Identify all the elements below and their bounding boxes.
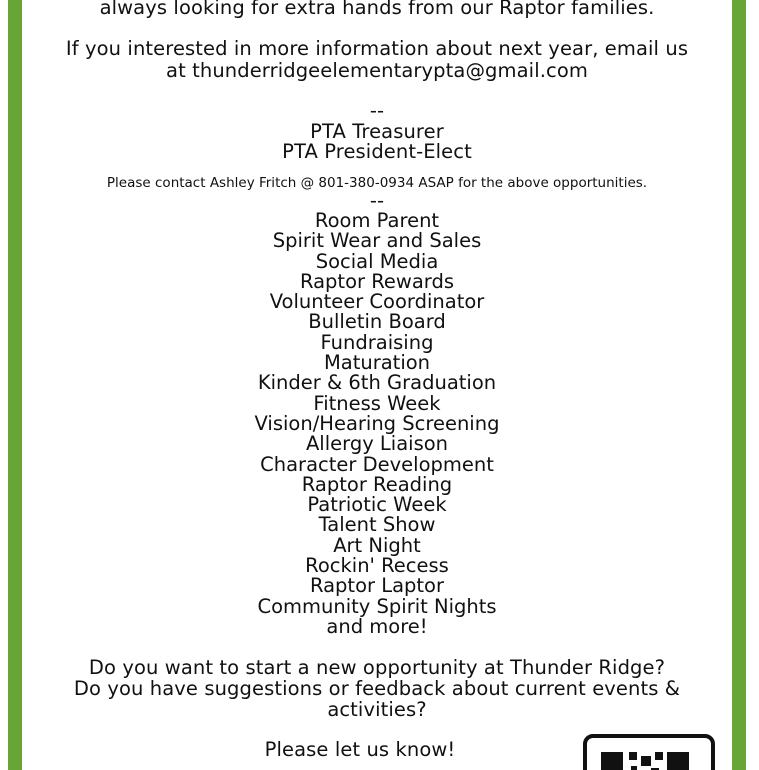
role-item: Room Parent	[314, 209, 440, 232]
role-item: Volunteer Coordinator	[269, 290, 485, 314]
role-item: Bulletin Board	[308, 310, 446, 334]
intro-line-email: at thunderridgeelementarypta@gmail.com	[166, 59, 588, 82]
closing-line-3: activities?	[327, 698, 427, 721]
separator-top: --	[369, 99, 385, 122]
closing-line-1: Do you want to start a new opportunity at Thunder Ridge?	[88, 656, 666, 679]
flyer-page	[22, 0, 732, 770]
role-item: Vision/Hearing Screening	[254, 411, 500, 435]
intro-line-1: always looking for extra hands from our Raptor families.	[99, 0, 655, 19]
separator-bottom: --	[369, 189, 385, 212]
role-item: Allergy Liaison	[305, 432, 449, 456]
role-item: Patriotic Week	[307, 493, 447, 517]
contact-note: Please contact Ashley Fritch @ 801-380-0934 ASAP for the above opportunities.	[106, 175, 648, 191]
role-item: Kinder & 6th Graduation	[257, 371, 497, 395]
closing-line-2: Do you have suggestions or feedback about current events &	[73, 677, 681, 700]
position-treasurer: PTA Treasurer	[310, 120, 444, 143]
role-item: Fitness Week	[313, 391, 441, 415]
role-item: Art Night	[333, 533, 421, 557]
role-item: Maturation	[323, 351, 431, 375]
role-item: Spirit Wear and Sales	[272, 229, 482, 253]
left-green-border	[8, 0, 22, 770]
volunteer-roles-list	[22, 211, 732, 637]
right-green-border	[732, 0, 746, 770]
role-item: Community Spirit Nights	[257, 594, 497, 618]
qr-code-pattern	[601, 752, 695, 770]
closing-line-4: Please let us know!	[264, 738, 456, 761]
role-item: Raptor Laptor	[309, 574, 445, 598]
role-item: Fundraising	[320, 330, 434, 354]
role-item: Raptor Rewards	[299, 269, 455, 293]
intro-line-2: If you interested in more information about next year, email us	[65, 37, 689, 60]
qr-code[interactable]	[583, 734, 715, 770]
role-item: Talent Show	[318, 513, 436, 537]
role-item: and more!	[326, 614, 428, 638]
role-item: Social Media	[315, 249, 439, 273]
position-president-elect: PTA President-Elect	[282, 140, 472, 163]
role-item: Rockin' Recess	[305, 554, 449, 578]
role-item: Character Development	[260, 452, 494, 476]
role-item: Raptor Reading	[301, 472, 453, 496]
